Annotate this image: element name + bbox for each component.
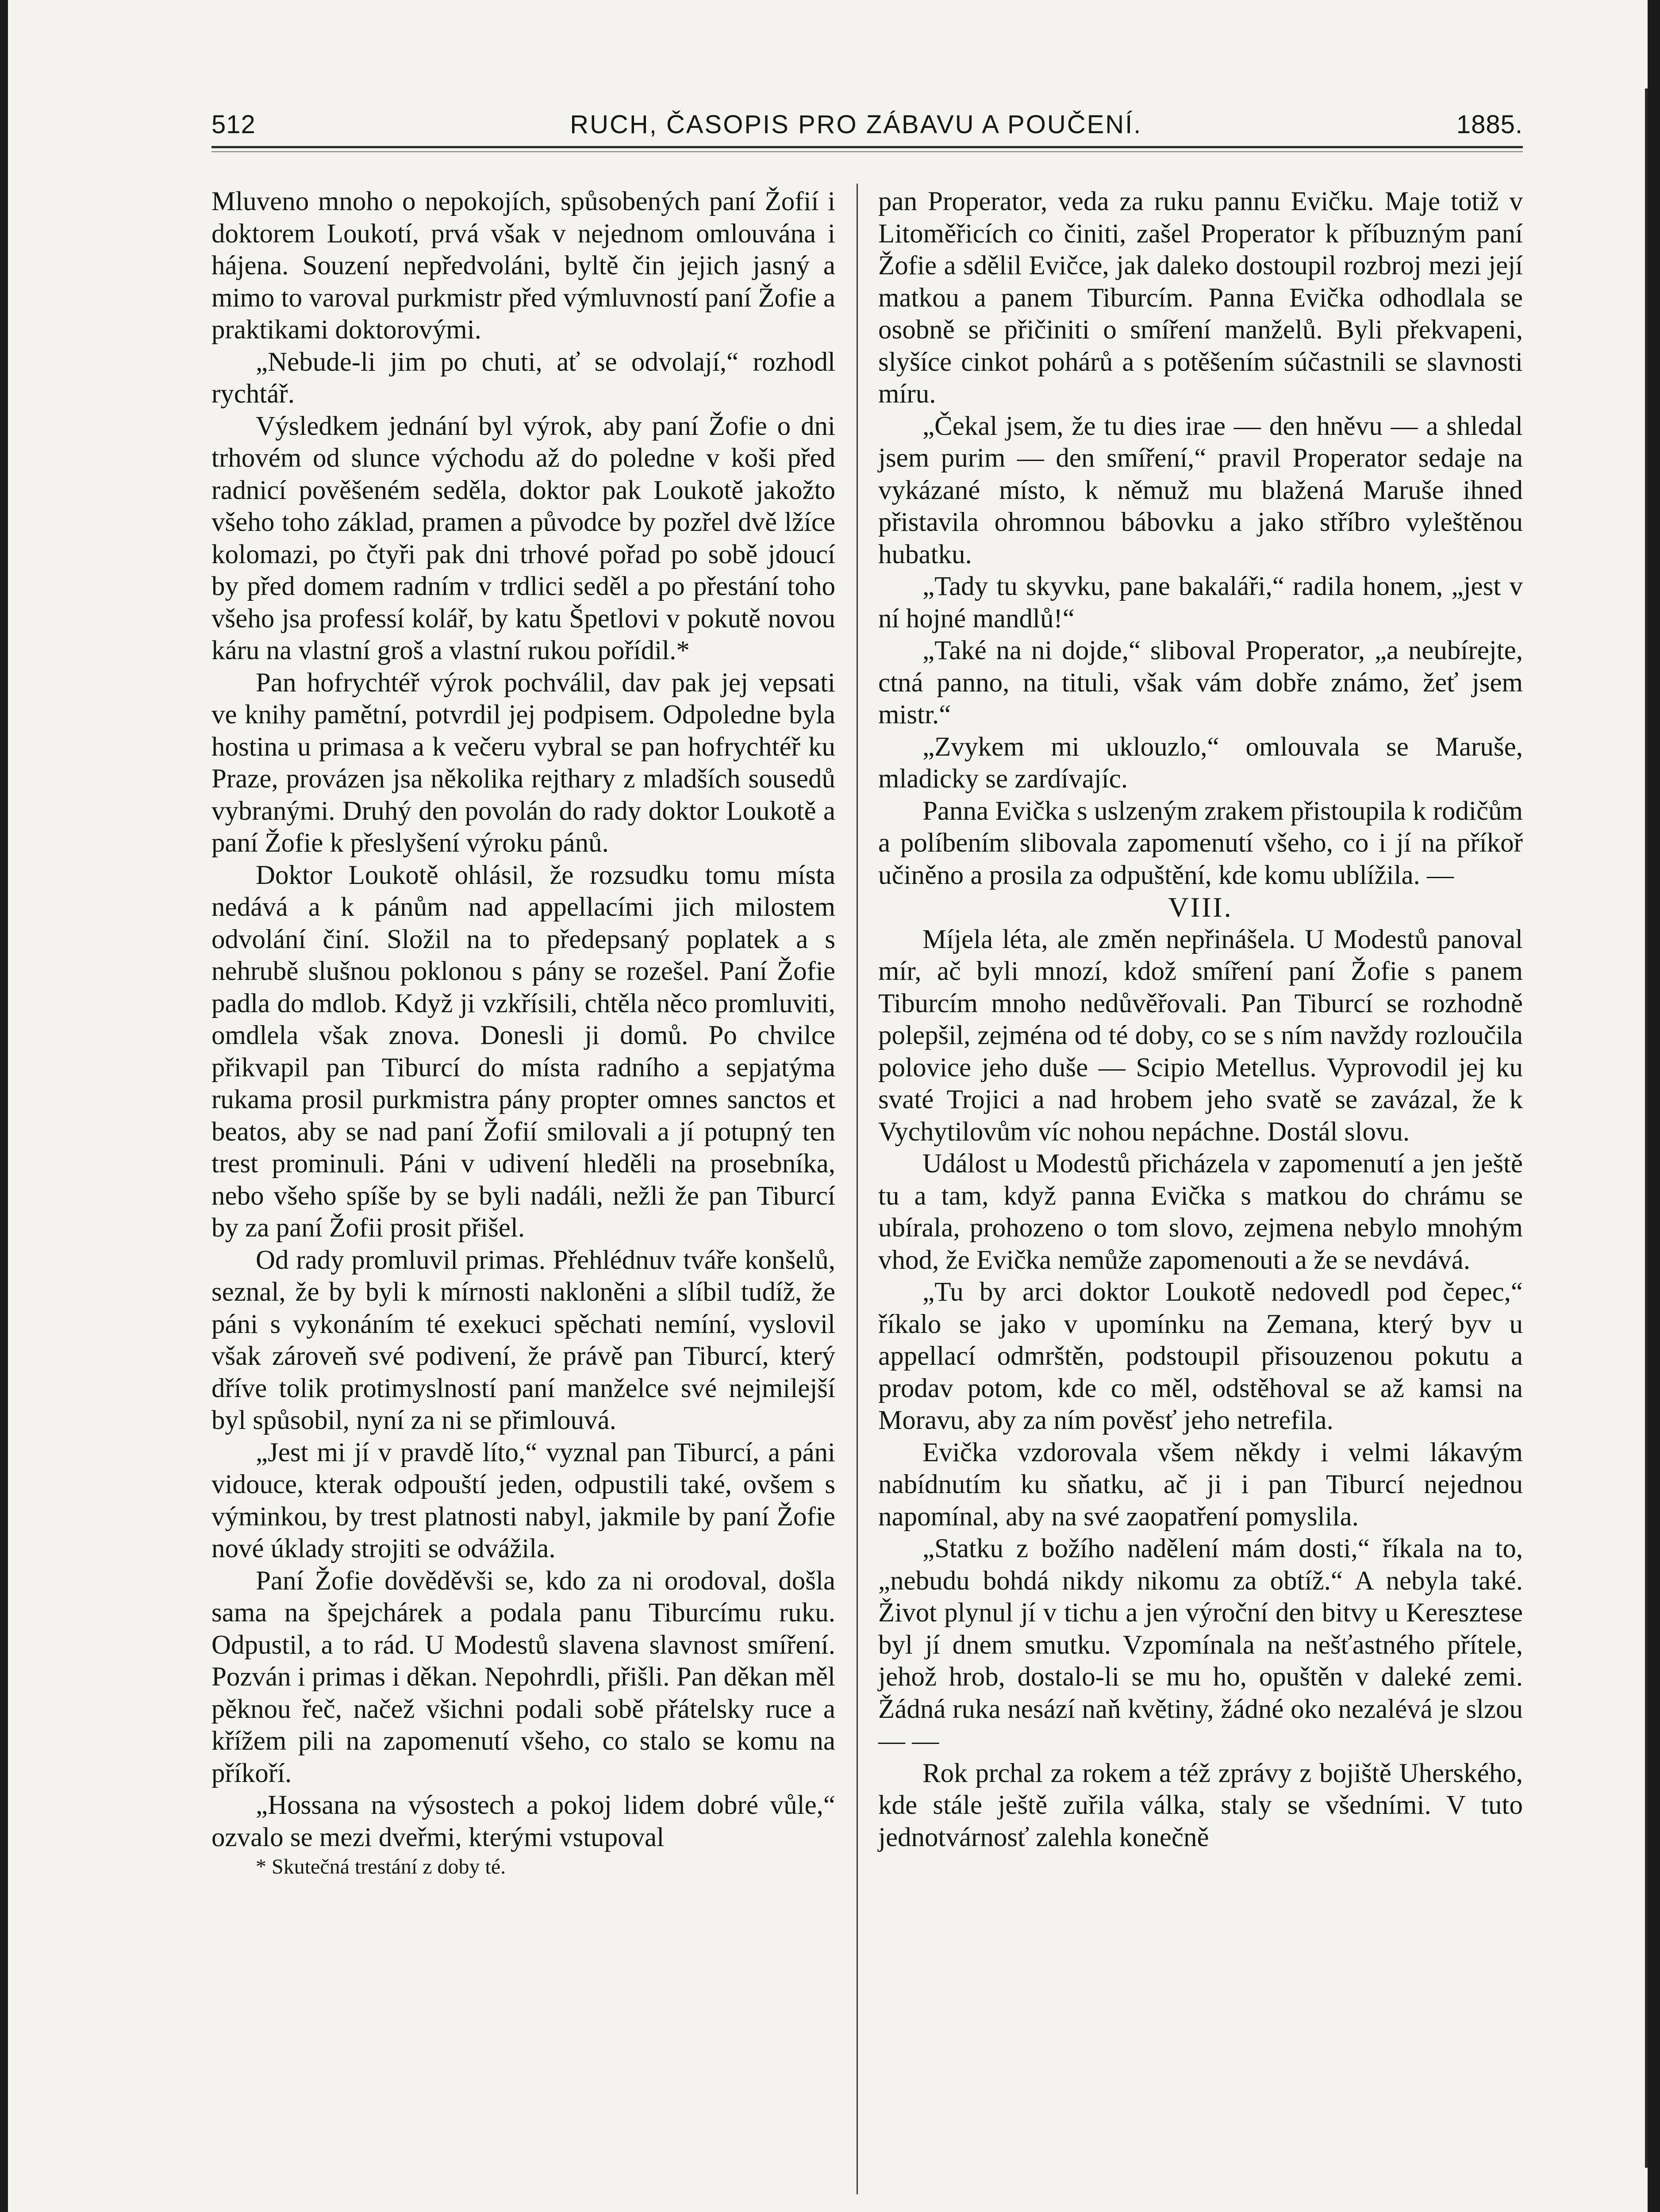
paragraph: Výsledkem jednání byl výrok, aby paní Žofie o dni trhovém od slunce východu až do poledne v koši před radnicí pověšeném seděla, doktor pak Loukotě jakožto všeho toho základ, pramen a původce by pozřel dvě lžíce kolomazi, po čtyři pak dni trhové pořad po sobě jdoucí by před domem radním v trdlici seděl a po přestání toho všeho jsa professí kolář, by katu Špetlovi v pokutě novou káru na vlastní groš a vlastní rukou pořídil.* — [211, 411, 835, 665]
paragraph: Událost u Modestů přicházela v zapomenutí a jen ještě tu a tam, když panna Evička s matkou do chrámu se ubírala, prohozeno o tom slovo, zejmena nebylo mnohým vhod, že Evička nemůže zapomenouti a že se nevdává. — [878, 1149, 1523, 1275]
paragraph: „Čekal jsem, že tu dies irae — den hněvu — a shledal jsem purim — den smíření,“ pravil Properator sedaje na vykázané místo, k němuž mu blažená Maruše ihned přistavila ohromnou bábovku a jako stříbro vyleštěnou hubatku. — [878, 411, 1523, 569]
paragraph: „Tu by arci doktor Loukotě nedovedl pod čepec,“ říkalo se jako v upomínku na Zemana, který byv u appellací odmrštěn, podstoupil přisouzenou pokutu a prodav potom, kde co měl, odstěhoval se až kamsi na Moravu, aby za ním pověsť jeho netrefila. — [878, 1277, 1523, 1435]
left-column — [211, 186, 835, 1880]
column-divider — [857, 184, 858, 2194]
paragraph: „Hossana na výsostech a pokoj lidem dobré vůle,“ ozvalo se mezi dveřmi, kterými vstupoval — [211, 1790, 835, 1852]
paragraph: „Statku z božího nadělení mám dosti,“ říkala na to, „nebudu bohdá nikdy nikomu za obtíž.“ A nebyla také. Život plynul jí v tichu a jen výroční den bitvy u Keresztese byl jí dnem smutku. Vzpomínala na nešťastného přítele, jehož hrob, dostalo-li se mu ho, opuštěn v daleké zemi. Žádná ruka nesází naň květiny, žádné oko nezalévá je slzou — — — [878, 1534, 1523, 1756]
journal-title: RUCH, ČASOPIS PRO ZÁBAVU A POUČENÍ. — [570, 110, 1142, 139]
paragraph: „Jest mi jí v pravdě líto,“ vyznal pan Tiburcí, a páni vidouce, kterak odpouští jeden, odpustili také, ovšem s výminkou, by trest platnosti nabyl, jakmile by paní Žofie nové úklady strojiti se odvážila. — [211, 1437, 835, 1563]
paragraph: „Tady tu skyvku, pane bakaláři,“ radila honem, „jest v ní hojné mandlů!“ — [878, 572, 1523, 634]
paragraph: Panna Evička s uslzeným zrakem přistoupila k rodičům a políbením slibovala zapomenutí všeho, co i jí na příkoř učiněno a prosila za odpuštění, kde komu ublížila. — — [878, 796, 1523, 890]
chapter-heading: VIII. — [1168, 891, 1233, 923]
year: 1885. — [1456, 110, 1523, 139]
scan-edge-shadow — [1645, 88, 1648, 2168]
paragraph: „Zvykem mi uklouzlo,“ omlouvala se Maruše, mladicky se zardívajíc. — [878, 732, 1523, 794]
paragraph: „Také na ni dojde,“ sliboval Properator, „a neubírejte, ctná panno, na tituli, však vám dobře známo, žeť jsem mistr.“ — [878, 636, 1523, 730]
paragraph: Paní Žofie dověděvši se, kdo za ni orodoval, došla sama na špejchárek a podala panu Tiburcímu ruku. Odpustil, a to rád. U Modestů slavena slavnost smíření. Pozván i primas i děkan. Nepohrdli, přišli. Pan děkan měl pěknou řeč, načež všichni podali sobě přátelsky ruce a křížem pili na zapomenutí všeho, co stalo se komu na příkoří. — [211, 1566, 835, 1788]
scan-edge-left — [0, 0, 8, 2212]
scan-edge-right — [1648, 0, 1660, 2212]
paragraph: pan Properator, veda za ruku pannu Evičku. Maje totiž v Litoměřicích co činiti, zašel Properator k příbuzným paní Žofie a sdělil Evičce, jak daleko dostoupil rozbroj mezi její matkou a panem Tiburcím. Panna Evička odhodlala se osobně se přičiniti o smíření manželů. Byli překvapeni, slyšíce cinkot pohárů a s potěšením súčastnili se slavnosti míru. — [878, 187, 1523, 409]
footnote: * Skutečná trestání z doby té. — [256, 1855, 506, 1878]
paragraph: Od rady promluvil primas. Přehlédnuv tváře konšelů, seznal, že by byli k mírnosti nakloněni a slíbil tudíž, že páni s vykonáním té exekuci spěchati nemíní, vyslovil však zároveň své podivení, že právě pan Tiburcí, který dříve tolik protimyslností paní manželce své nejmilejší byl spůsobil, nyní za ni se přimlouvá. — [211, 1245, 835, 1435]
paragraph: Pan hofrychtéř výrok pochválil, dav pak jej vepsati ve knihy pamětní, potvrdil jej podpisem. Odpoledne byla hostina u primasa a k večeru vybral se pan hofrychtéř ku Praze, provázen jsa několika rejthary z mladších sousedů vybranými. Druhý den povolán do rady doktor Loukotě a paní Žofie k přeslyšení výroku pánů. — [211, 668, 835, 858]
running-header — [211, 110, 1523, 139]
header-rule-thin — [211, 151, 1523, 152]
paragraph: Míjela léta, ale změn nepřinášela. U Modestů panoval mír, ač byli mnozí, kdož smíření paní Žofie s panem Tiburcím mnoho nedůvěřovali. Pan Tiburcí se rozhodně polepšil, zejména od té doby, co se s ním navždy rozloučila polovice jeho duše — Scipio Metellus. Vyprovodil jej ku svaté Trojici a nad hrobem jeho svatě se zavázal, že k Vychytilovům víc nohou nepáchne. Dostál slovu. — [878, 924, 1523, 1147]
header-rule — [211, 146, 1523, 148]
paragraph: Evička vzdorovala všem někdy i velmi lákavým nabídnutím ku sňatku, ač ji i pan Tiburcí nejednou napomínal, aby na své zaopatření pomyslila. — [878, 1437, 1523, 1532]
right-column — [878, 186, 1523, 1854]
paragraph: „Nebude-li jim po chuti, ať se odvolají,“ rozhodl rychtář. — [211, 347, 835, 409]
paragraph: Doktor Loukotě ohlásil, že rozsudku tomu místa nedává a k pánům nad appellacími jich milostem odvolání činí. Složil na to předepsaný poplatek a s nehrubě slušnou poklonou s pány se rozešel. Paní Žofie padla do mdlob. Když ji vzkřísili, chtěla něco promluviti, omdlela však znova. Donesli ji domů. Po chvilce přikvapil pan Tiburcí do místa radního a sepjatýma rukama prosil purkmistra pány propter omnes sanctos et beatos, aby se nad paní Žofií smilovali a jí potupný ten trest prominuli. Páni v udivení hleděli na prosebníka, nebo všeho spíše by se byli nadáli, nežli že pan Tiburcí by za paní Žofii prosit přišel. — [211, 860, 835, 1243]
page-number: 512 — [211, 110, 256, 139]
paragraph: Rok prchal za rokem a též zprávy z bojiště Uherského, kde stále ještě zuřila válka, staly se všedními. V tuto jednotvárnosť zalehla konečně — [878, 1758, 1523, 1852]
paragraph: Mluveno mnoho o nepokojích, spůsobených paní Žofií i doktorem Loukotí, prvá však v nejednom omlouvána i hájena. Souzení nepředvoláni, byltě čin jejich jasný a mimo to varoval purkmistr před výmluvností paní Žofie a praktikami doktorovými. — [211, 187, 835, 345]
